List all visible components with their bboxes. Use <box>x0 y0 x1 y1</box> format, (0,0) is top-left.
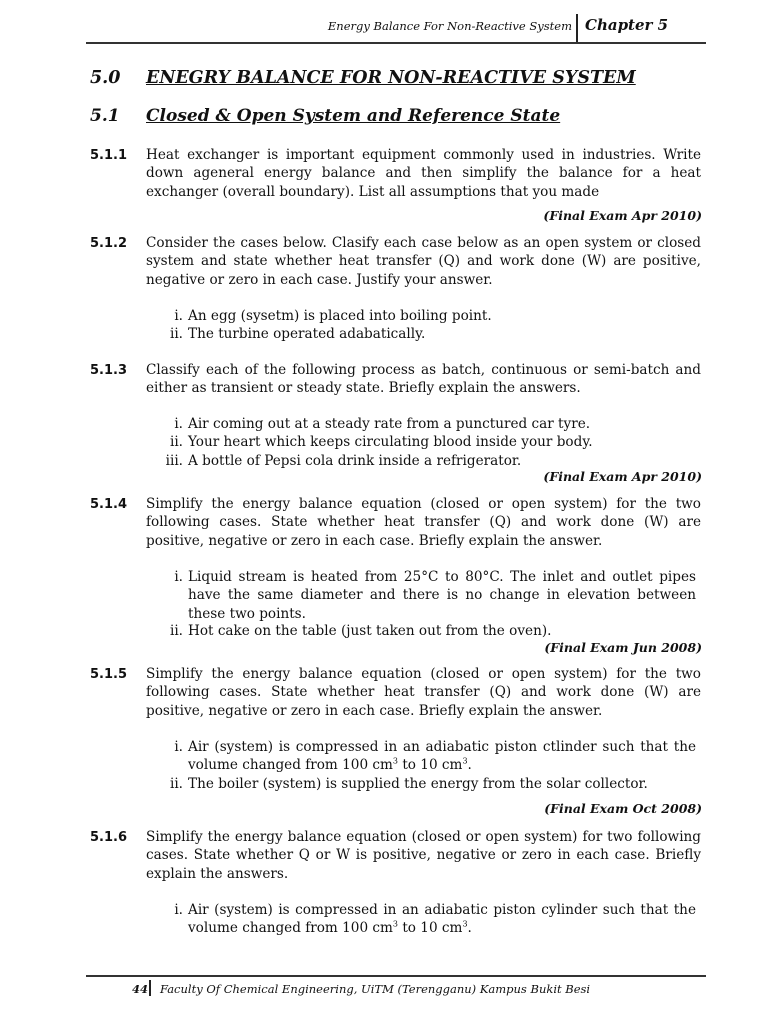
list-item <box>156 452 701 470</box>
list-item-text: Air (system) is compressed in an adiabatic piston cylinder such that the volume changed from 100 $cm^3$ to 10 $cm^3$. <box>188 902 696 937</box>
question-text: Simplify the energy balance equation (closed or open system) for the two following cases. State whether heat transfer (Q) and work done (W) are positive, negative or zero in each case. Briefly explain the answer. <box>146 666 701 719</box>
question-text: Classify each of the following process as batch, continuous or semi-batch and either as transient or steady state. Briefly explain the answers. <box>146 362 701 397</box>
list-item <box>156 622 701 640</box>
list-item-text: An egg (sysetm) is placed into boiling point. <box>188 308 492 324</box>
list-item-numeral: ii. <box>169 326 183 342</box>
question-text: Heat exchanger is important equipment commonly used in industries. Write down ageneral energy balance and then simplify the balance for a heat exchanger (overall boundary). List all assumptions that you made <box>146 147 701 200</box>
question-number: 5.1.5 <box>90 667 128 682</box>
question-number: 5.1.1 <box>90 148 128 163</box>
list-item-text: The turbine operated adabatically. <box>188 326 426 342</box>
footer-text: Faculty Of Chemical Engineering, UiTM (Terengganu) Kampus Bukit Besi <box>160 982 591 996</box>
running-header-chapter: Chapter 5 <box>585 16 669 34</box>
running-header-title: Energy Balance For Non-Reactive System <box>327 19 572 33</box>
list-item-numeral: i. <box>174 416 183 432</box>
header-rule <box>86 42 706 44</box>
footer-rule <box>86 975 706 977</box>
list-item <box>156 738 701 775</box>
subsection-number: 5.1 <box>90 106 120 126</box>
question-source: (Final Exam Apr 2010) <box>543 208 702 223</box>
list-item-numeral: i. <box>174 308 183 324</box>
question-number: 5.1.6 <box>90 830 128 845</box>
question-source: (Final Exam Oct 2008) <box>544 801 702 816</box>
question-text: Simplify the energy balance equation (closed or open system) for two following cases. State whether Q or W is positive, negative or zero in each case. Briefly explain the answers. <box>146 829 701 882</box>
list-item <box>156 325 701 343</box>
list-item <box>156 901 701 938</box>
header-separator <box>576 14 578 44</box>
list-item <box>156 415 701 433</box>
list-item-numeral: ii. <box>169 776 183 792</box>
list-item-numeral: i. <box>174 902 183 918</box>
page-number: 44 <box>132 982 149 996</box>
section-title: ENEGRY BALANCE FOR NON-REACTIVE SYSTEM <box>146 68 636 88</box>
list-item-numeral: iii. <box>165 453 183 469</box>
subsection-title: Closed & Open System and Reference State <box>146 106 561 126</box>
list-item-numeral: i. <box>174 739 183 755</box>
list-item-text: Hot cake on the table (just taken out from the oven). <box>188 623 552 639</box>
list-item-numeral: ii. <box>169 623 183 639</box>
list-item <box>156 775 701 793</box>
question-number: 5.1.4 <box>90 497 128 512</box>
list-item-text: Air (system) is compressed in an adiabatic piston ctlinder such that the volume changed from 100 $cm^3$ to 10 $cm^3$. <box>188 739 696 774</box>
footer-separator <box>149 980 151 996</box>
section-number: 5.0 <box>90 68 121 88</box>
list-item-text: Liquid stream is heated from 25°C to 80°C. The inlet and outlet pipes have the same diameter and there is no change in elevation between these two points. <box>188 569 696 622</box>
question-number: 5.1.2 <box>90 236 128 251</box>
question-text: Consider the cases below. Clasify each case below as an open system or closed system and state whether heat transfer (Q) and work done (W) are positive, negative or zero in each case. Justify your answer. <box>146 235 701 288</box>
list-item-text: A bottle of Pepsi cola drink inside a refrigerator. <box>188 453 522 469</box>
list-item-numeral: i. <box>174 569 183 585</box>
list-item-text: Your heart which keeps circulating blood inside your body. <box>188 434 593 450</box>
list-item-text: Air coming out at a steady rate from a punctured car tyre. <box>188 416 591 432</box>
list-item <box>156 433 701 451</box>
question-source: (Final Exam Jun 2008) <box>544 640 702 655</box>
question-text: Simplify the energy balance equation (closed or open system) for the two following cases. State whether heat transfer (Q) and work done (W) are positive, negative or zero in each case. Briefly explain the answer. <box>146 496 701 549</box>
list-item-numeral: ii. <box>169 434 183 450</box>
list-item <box>156 307 701 325</box>
list-item <box>156 568 701 623</box>
question-number: 5.1.3 <box>90 363 128 378</box>
question-source: (Final Exam Apr 2010) <box>543 469 702 484</box>
list-item-text: The boiler (system) is supplied the energy from the solar collector. <box>188 776 648 792</box>
